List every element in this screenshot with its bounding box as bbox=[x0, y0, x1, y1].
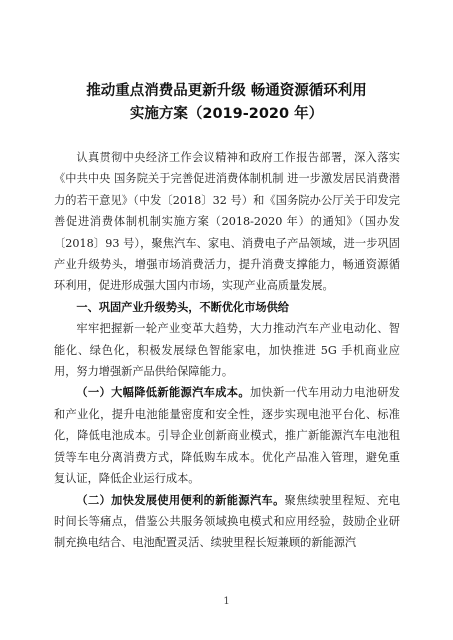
item1-text: 加快新一代车用动力电池研发和产业化，提升电池能量密度和安全性，逐步实现电池平台化、标准化，降低电池成本。引导企业创新商业模式，推广新能源汽车电池租赁等车电分离消费方式，降低购车成本。优化产品准入管理，避免重复认证，降低企业运行成本。 bbox=[54, 386, 400, 486]
item2-text: 聚焦续驶里程短、充电时间长等痛点，借鉴公共服务领域换电模式和应用经验，鼓励企业研制充换电结合、电池配置灵活、续驶里程长短兼顾的新能源汽 bbox=[54, 493, 400, 550]
item2-paragraph bbox=[54, 490, 400, 554]
section1-paragraph: 牢牢把握新一轮产业变革大趋势，大力推动汽车产业电动化、智能化、绿色化，积极发展绿色智能家电，加快推进 5G 手机商业应用，努力增强新产品供给保障能力。 bbox=[54, 322, 400, 379]
intro-paragraph: 认真贯彻中央经济工作会议精神和政府工作报告部署，深入落实《中共中央 国务院关于完善促进消费体制机制 进一步激发居民消费潜力的若干意见》（中发〔2018〕32 号）和《国务院办公厅关于印发完善促进消费体制机制实施方案（2018-2020 年）的通知》（国办发〔2018〕93 号），聚焦汽车、家电、消费电子产品领域，进一步巩固产业升级势头，增强市场消费活力，提升消费支撑能力，畅通资源循环利用，促进形成强大国内市场，实现产业高质量发展。 bbox=[54, 151, 400, 293]
document-body bbox=[54, 147, 400, 554]
section1-heading: 一、巩固产业升级势头，不断优化市场供给 bbox=[76, 300, 289, 314]
item2-title: （二）加快发展使用便利的新能源汽车。 bbox=[76, 492, 285, 507]
document-title-line1: 推动重点消费品更新升级 畅通资源循环利用 bbox=[86, 83, 367, 99]
item1-title: （一）大幅降低新能源汽车成本。 bbox=[76, 385, 250, 400]
page-number: 1 bbox=[223, 596, 230, 607]
document-title-line2: 实施方案（2019-2020 年） bbox=[129, 106, 324, 122]
item1-paragraph bbox=[54, 382, 400, 489]
